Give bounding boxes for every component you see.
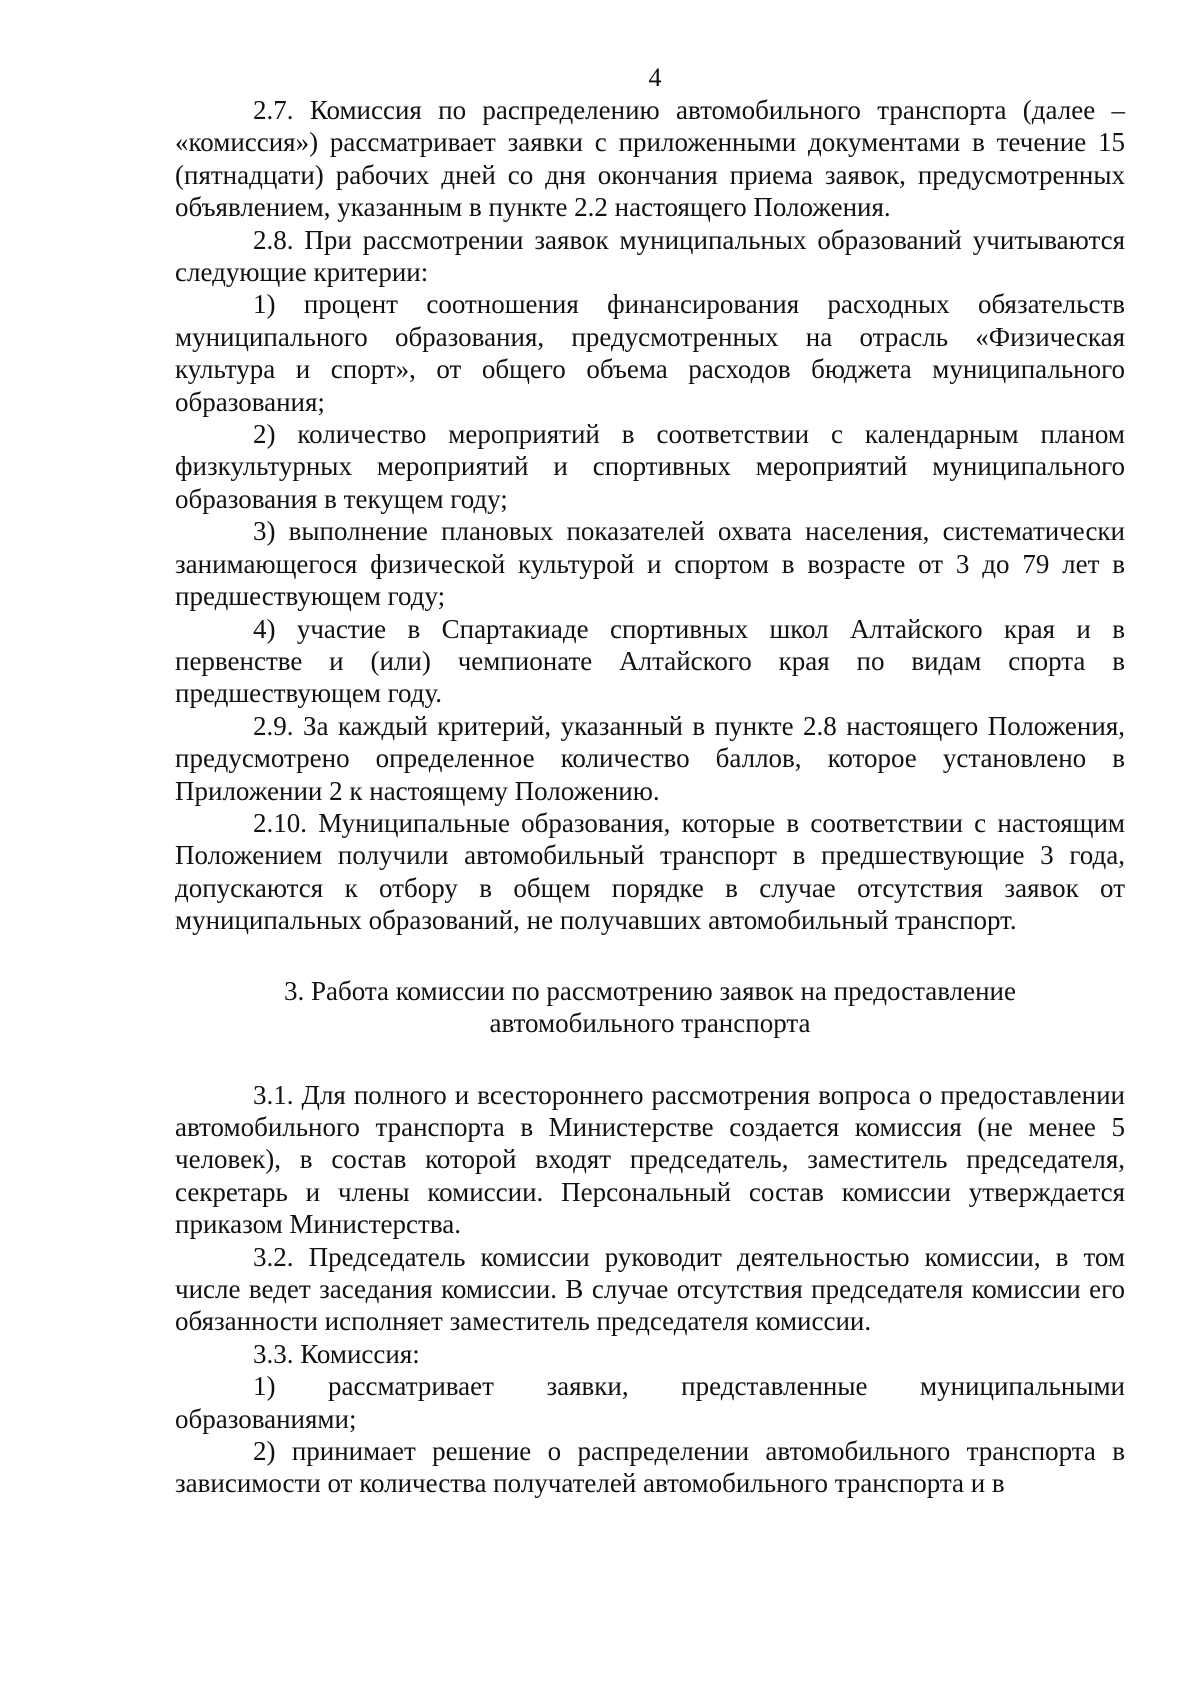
paragraph-2-8: 2.8. При рассмотрении заявок муниципальных образований учитываются следующие критерии:: [175, 224, 1125, 288]
section-title: [175, 975, 1125, 1039]
page-number: 4: [648, 63, 662, 92]
criterion-2: 2) количество мероприятий в соответствии с календарным планом физкультурных мероприятий и спортивных мероприятий муниципального образования в текущем году;: [175, 419, 1125, 514]
criterion-3: 3) выполнение плановых показателей охвата населения, систематически занимающегося физической культурой и спортом в возрасте от 3 до 79 лет в предшествующем году;: [175, 516, 1125, 612]
criterion-4: 4) участие в Спартакиаде спортивных школ Алтайского края и в первенстве и (или) чемпионате Алтайского края по видам спорта в предшествующем году.: [175, 613, 1125, 709]
paragraph-2-10: 2.10. Муниципальные образования, которые в соответствии с настоящим Положением получили автомобильный транспорт в предшествующие 3 года, допускаются к отбору в общем порядке в случае отсутствия заявок от муниципальных образований, не получавших автомобильный транспорт.: [175, 807, 1125, 936]
section-title-line-2: автомобильного транспорта: [489, 1007, 811, 1038]
duty-2: 2) принимает решение о распределении автомобильного транспорта в зависимости от количества получателей автомобильного транспорта и в: [175, 1436, 1125, 1499]
paragraph-3-2: 3.2. Председатель комиссии руководит деятельностью комиссии, в том числе ведет заседания комиссии. В случае отсутствия председателя комиссии его обязанности исполняет заместитель председателя комиссии.: [175, 1241, 1125, 1337]
duty-1: 1) рассматривает заявки, представленные муниципальными образованиями;: [175, 1371, 1125, 1434]
section-title-line-1: 3. Работа комиссии по рассмотрению заявок на предоставление: [284, 975, 1016, 1006]
criterion-1: 1) процент соотношения финансирования расходных обязательств муниципального образования, предусмотренных на отрасль «Физическая культура и спорт», от общего объема расходов бюджета муниципального образования;: [175, 289, 1125, 417]
paragraph-3-3: 3.3. Комиссия:: [253, 1338, 420, 1369]
paragraph-2-7: 2.7. Комиссия по распределению автомобильного транспорта (далее – «комиссия») рассматривает заявки с приложенными документами в течение 15 (пятнадцати) рабочих дней со дня окончания приема заявок, предусмотренных объявлением, указанным в пункте 2.2 настоящего Положения.: [175, 95, 1125, 223]
paragraph-3-1: 3.1. Для полного и всестороннего рассмотрения вопроса о предоставлении автомобильного транспорта в Министерстве создается комиссия (не менее 5 человек), в состав которой входят председатель, заместитель председателя, секретарь и члены комиссии. Персональный состав комиссии утверждается приказом Министерства.: [175, 1079, 1125, 1240]
document-page: [175, 62, 1125, 1500]
paragraph-2-9: 2.9. За каждый критерий, указанный в пункте 2.8 настоящего Положения, предусмотрено определенное количество баллов, которое установлено в Приложении 2 к настоящему Положению.: [175, 710, 1125, 806]
